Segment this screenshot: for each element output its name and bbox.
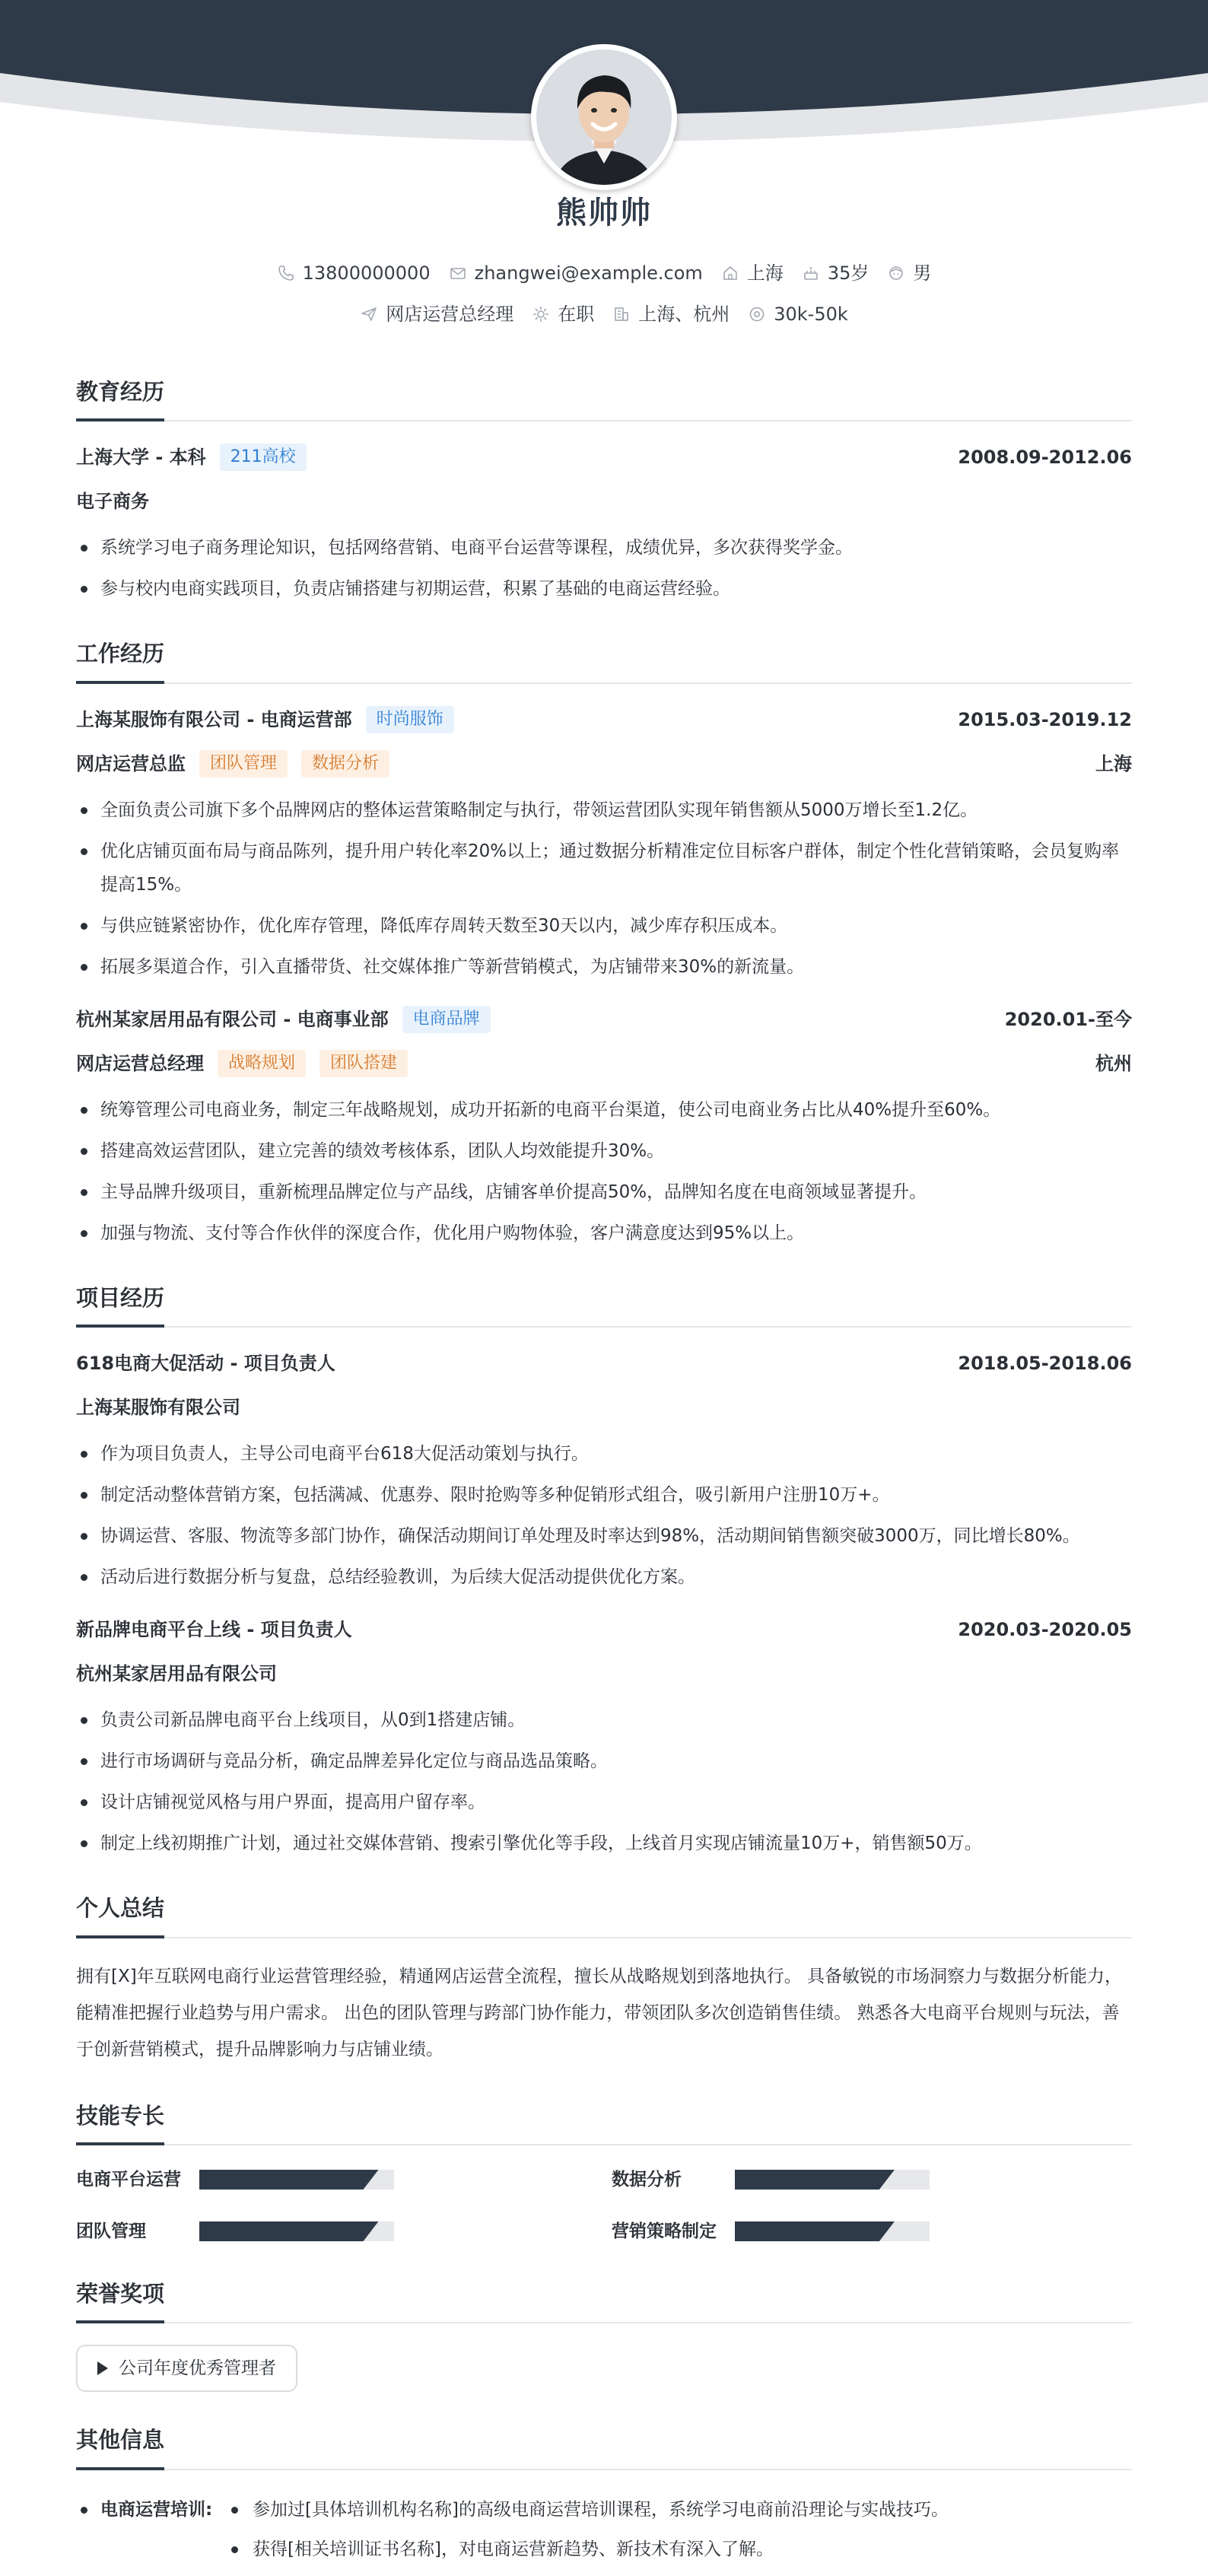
award-badge: [76, 2345, 297, 2392]
project-date: 2018.05-2018.06: [958, 1352, 1132, 1374]
project-org-row: [76, 1658, 1132, 1690]
list-item: 活动后进行数据分析与复盘，总结经验教训，为后续大促活动提供优化方案。: [76, 1560, 1132, 1594]
candidate-name: 熊帅帅: [556, 196, 652, 231]
skills-grid: [76, 2165, 1132, 2246]
role-tag: 团队管理: [199, 750, 288, 778]
list-item: 设计店铺视觉风格与用户界面，提高用户留存率。: [76, 1786, 1132, 1819]
list-item: 协调运营、客服、物流等多部门协作，确保活动期间订单处理及时率达到98%，活动期间销售额突破3000万，同比增长80%。: [76, 1519, 1132, 1553]
age-icon: [802, 264, 820, 282]
skill-level-fill: [199, 2170, 379, 2190]
phone-info: [277, 259, 431, 288]
list-item: 加强与物流、支付等合作伙伴的深度合作，优化用户购物体验，客户满意度达到95%以上。: [76, 1216, 1132, 1250]
skill-item: [612, 2217, 1132, 2246]
list-item: 制定上线初期推广计划，通过社交媒体营销、搜索引擎优化等手段，上线首月实现店铺流量10万+，销售额50万。: [76, 1827, 1132, 1860]
email-address: zhangwei@example.com: [474, 262, 703, 284]
skill-name: 电商平台运营: [76, 2169, 181, 2190]
skill-name: 团队管理: [76, 2221, 146, 2241]
role-tag: 团队搭建: [319, 1050, 408, 1077]
section-title: 个人总结: [76, 1891, 1132, 1938]
summary-section: [76, 1891, 1132, 2067]
list-item: 全面负责公司旗下多个品牌网店的整体运营策略制定与执行，带领运营团队实现年销售额从5000万增长至1.2亿。: [76, 793, 1132, 827]
expected-salary: 30k-50k: [774, 304, 848, 325]
gender-value: 男: [913, 262, 932, 284]
skill-bar: [199, 2221, 394, 2241]
role-title: 网店运营总监: [76, 752, 186, 774]
target-cities-info: [612, 300, 730, 329]
avatar: [531, 44, 677, 190]
school-tag: 211高校: [220, 444, 307, 471]
list-item: 系统学习电子商务理论知识，包括网络营销、电商平台运营等课程，成绩优异，多次获得奖学金。: [76, 531, 1132, 564]
job-status: 在职: [558, 304, 595, 325]
age-info: [802, 259, 869, 288]
work-entry: [76, 704, 1132, 984]
list-item: 参与校内电商实践项目，负责店铺搭建与初期运营，积累了基础的电商运营经验。: [76, 572, 1132, 606]
work-location: 杭州: [1095, 1052, 1132, 1074]
projects-section: [76, 1280, 1132, 1860]
job-status-info: [532, 300, 594, 329]
list-item: 负责公司新品牌电商平台上线项目，从0到1搭建店铺。: [76, 1703, 1132, 1737]
role-tag: 战略规划: [218, 1050, 306, 1077]
project-title: 新品牌电商平台上线 - 项目负责人: [76, 1618, 352, 1640]
gender-info: [887, 259, 931, 288]
list-item: 获得[相关培训证书名称]，对电商运营新趋势、新技术有深入了解。: [227, 2530, 949, 2569]
work-bullets: [76, 1093, 1132, 1250]
education-section: [76, 374, 1132, 606]
project-org: 杭州某家居用品有限公司: [76, 1662, 277, 1684]
skill-name: 营销策略制定: [612, 2221, 717, 2241]
salary-info: [748, 300, 848, 329]
avatar-photo: [536, 49, 672, 185]
project-header: [76, 1347, 1132, 1379]
list-item: 拓展多渠道合作，引入直播带货、社交媒体推广等新营销模式，为店铺带来30%的新流量。: [76, 950, 1132, 984]
phone-number: 13800000000: [302, 262, 431, 284]
other-info-row: [76, 2490, 1132, 2569]
skill-bar: [735, 2221, 930, 2241]
education-date: 2008.09-2012.06: [958, 447, 1132, 469]
company-tag: 电商品牌: [402, 1006, 491, 1033]
skill-level-fill: [199, 2221, 379, 2241]
job-intention-row: [0, 300, 1208, 329]
skill-item: [612, 2165, 1132, 2194]
section-title: 技能专长: [76, 2098, 1132, 2145]
contact-info-row: [0, 259, 1208, 288]
send-icon: [360, 305, 378, 323]
target-position: 网店运营总经理: [386, 304, 514, 325]
work-date: 2020.01-至今: [1004, 1008, 1132, 1030]
list-item: 搭建高效运营团队，建立完善的绩效考核体系，团队人均效能提升30%。: [76, 1134, 1132, 1168]
work-location: 上海: [1095, 752, 1132, 774]
skill-name: 数据分析: [612, 2169, 682, 2190]
work-role-row: [76, 748, 1132, 780]
play-triangle-icon: [97, 2361, 108, 2375]
skill-item: [76, 2217, 612, 2246]
section-title: 工作经历: [76, 636, 1132, 683]
role-title: 网店运营总经理: [76, 1052, 204, 1074]
education-header: [76, 441, 1132, 473]
list-item: 作为项目负责人，主导公司电商平台618大促活动策划与执行。: [76, 1437, 1132, 1471]
list-item: 进行市场调研与竞品分析，确定品牌差异化定位与商品选品策略。: [76, 1744, 1132, 1778]
project-entry: [76, 1614, 1132, 1860]
project-bullets: [76, 1437, 1132, 1594]
project-title: 618电商大促活动 - 项目负责人: [76, 1352, 335, 1374]
other-info-list: [227, 2490, 949, 2569]
age-value: 35岁: [827, 262, 869, 284]
status-icon: [532, 305, 550, 323]
section-title: 荣誉奖项: [76, 2276, 1132, 2323]
skills-section: [76, 2098, 1132, 2246]
phone-icon: [277, 264, 295, 282]
company-name: 杭州某家居用品有限公司 - 电商事业部: [76, 1008, 389, 1030]
summary-text: 拥有[X]年互联网电商行业运营管理经验，精通网店运营全流程，擅长从战略规划到落地执行。 具备敏锐的市场洞察力与数据分析能力，能精准把握行业趋势与用户需求。 出色的团队管理与跨部门协作能力，带领团队多次创造销售佳绩。 熟悉各大电商平台规则与玩法，善于创新营销模式，提升品牌影响力与店铺业绩。: [76, 1966, 1123, 2059]
project-entry: [76, 1347, 1132, 1594]
gender-icon: [887, 264, 905, 282]
home-icon: [721, 264, 739, 282]
list-item: 优化店铺页面布局与商品陈列，提升用户转化率20%以上；通过数据分析精准定位目标客户群体，制定个性化营销策略，会员复购率提高15%。: [76, 835, 1132, 902]
coin-icon: [748, 305, 766, 323]
company-tag: 时尚服饰: [366, 706, 454, 733]
school-name: 上海大学 - 本科: [76, 447, 206, 469]
target-position-info: [360, 300, 513, 329]
building-icon: [612, 305, 631, 323]
list-item: 主导品牌升级项目，重新梳理品牌定位与产品线，店铺客单价提高50%，品牌知名度在电商领域显著提升。: [76, 1175, 1132, 1209]
project-header: [76, 1614, 1132, 1646]
project-org-row: [76, 1391, 1132, 1423]
resume-content: [76, 374, 1132, 2576]
current-city: 上海: [746, 262, 784, 284]
skill-level-fill: [735, 2170, 895, 2190]
project-date: 2020.03-2020.05: [958, 1618, 1132, 1640]
list-item: 制定活动整体营销方案，包括满减、优惠券、限时抢购等多种促销形式组合，吸引新用户注册10万+。: [76, 1478, 1132, 1512]
skill-bar: [199, 2170, 394, 2190]
work-date: 2015.03-2019.12: [958, 708, 1132, 730]
work-entry: [76, 1003, 1132, 1250]
award-label: 公司年度优秀管理者: [119, 2358, 276, 2378]
section-title: 项目经历: [76, 1280, 1132, 1328]
major-name: 电子商务: [76, 491, 149, 513]
work-header: [76, 704, 1132, 736]
list-item: 与供应链紧密协作，优化库存管理，降低库存周转天数至30天以内，减少库存积压成本。: [76, 909, 1132, 943]
city-info: [721, 259, 784, 288]
education-major-row: [76, 485, 1132, 517]
education-bullets: [76, 531, 1132, 606]
list-item: 参加过[具体培训机构名称]的高级电商运营培训课程，系统学习电商前沿理论与实战技巧。: [227, 2490, 949, 2530]
target-cities: 上海、杭州: [638, 304, 730, 325]
project-org: 上海某服饰有限公司: [76, 1396, 240, 1418]
section-title: 教育经历: [76, 374, 1132, 421]
section-title: 其他信息: [76, 2422, 1132, 2469]
skill-level-fill: [735, 2221, 895, 2241]
skill-bar: [735, 2170, 930, 2190]
role-tag: 数据分析: [301, 750, 389, 778]
work-bullets: [76, 793, 1132, 984]
work-role-row: [76, 1048, 1132, 1080]
email-info: [449, 259, 703, 288]
skill-item: [76, 2165, 612, 2194]
education-entry: [76, 441, 1132, 606]
other-section: [76, 2422, 1132, 2568]
other-info-key: 电商运营培训:: [76, 2490, 227, 2530]
awards-section: [76, 2276, 1132, 2392]
list-item: 统筹管理公司电商业务，制定三年战略规划，成功开拓新的电商平台渠道，使公司电商业务占比从40%提升至60%。: [76, 1093, 1132, 1127]
company-name: 上海某服饰有限公司 - 电商运营部: [76, 708, 352, 730]
mail-icon: [449, 264, 467, 282]
work-header: [76, 1003, 1132, 1035]
project-bullets: [76, 1703, 1132, 1860]
work-section: [76, 636, 1132, 1249]
